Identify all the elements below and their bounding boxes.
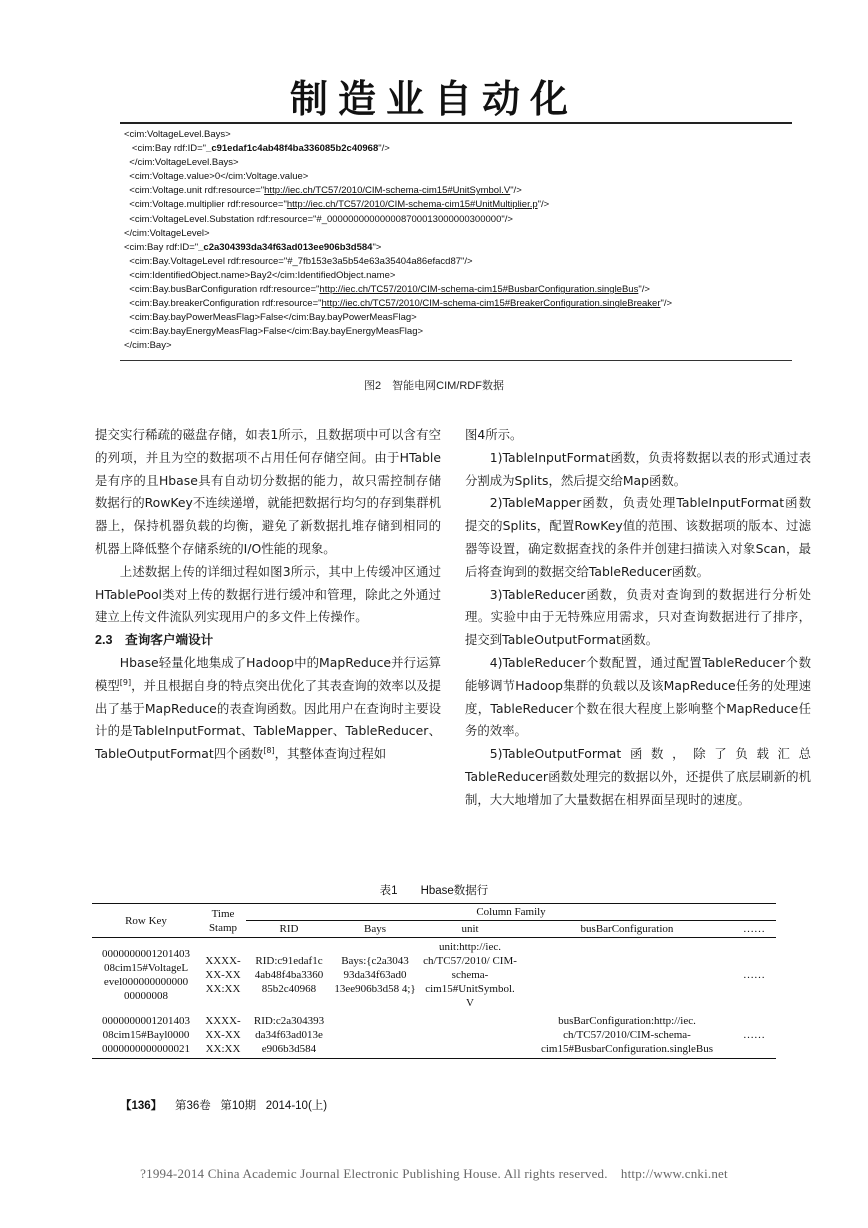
issue: 第10期 <box>220 1100 257 1112</box>
list-item: 5)TableOutputFormat函数，除了负载汇总TableReducer函数处理完的数据以外，还提供了底层刷新的机制，大大地增加了大量数据在相界面呈现时的速度。 <box>465 746 811 807</box>
col-header-row-key: Row Key <box>92 904 200 938</box>
journal-title: 制造业自动化 <box>289 76 578 121</box>
header-rule <box>120 122 792 124</box>
volume: 第36卷 <box>174 1100 211 1112</box>
col-header-column-family: Column Family <box>246 904 776 921</box>
code-line: <cim:IdentifiedObject.name>Bay2</cim:IdentifiedObject.name> <box>124 269 396 281</box>
page-number: 【136】 <box>120 1100 163 1112</box>
code-line: <cim:Bay.bayEnergyMeasFlag>False</cim:Bay.bayEnergyMeasFlag> <box>124 326 424 338</box>
col-header-more: …… <box>732 921 776 938</box>
code-line: </cim:Bay> <box>124 340 172 352</box>
citation-ref: [8] <box>263 746 275 756</box>
code-line: <cim:Bay rdf:ID="_c2a304393da34f63ad013ee906b3d584"> <box>124 241 382 253</box>
cell-time-stamp: XXXX- XX-XX XX:XX <box>205 955 241 995</box>
list-item: 3)TableReducer函数，负责对查询到的数据进行分析处理。实验中由于无特殊应用需求，只对查询数据进行了排序，提交到TableOutputFormat函数。 <box>465 586 811 648</box>
figure-cim-rdf-code <box>124 128 804 354</box>
col-header-bays: Bays <box>332 921 418 938</box>
list-item: 4)TableReducer个数配置，通过配置TableReducer个数能够调节Hadoop集群的负载以及该MapReduce任务的处理速度，TableReducer个数在很大程度上影响整个MapReduce任务的效率。 <box>465 654 811 739</box>
cell-row-key: 0000000001201403 08cim15#Bayl0000 0000000000000021 <box>92 1012 200 1059</box>
code-line: <cim:Bay rdf:ID="_c91edaf1c4ab48f4ba336085b2c40968"/> <box>124 143 390 155</box>
cell-bays <box>332 1012 418 1059</box>
col-header-time-stamp: Time Stamp <box>200 904 246 938</box>
paragraph: 提交实行稀疏的磁盘存储，如表1所示，且数据项中可以含有空的列项，并且为空的数据项不占用任何存储空间。由于HTable是有序的且Hbase具有自动切分数据的能力，故只需控制存储数据行的RowKey不连续递增，就能把数据行均匀的存到集群机器上，保持机器负载的均衡，避免了新数据扎堆存储到相同的机器上降低整个存储系统的I/O性能的现象。 <box>95 427 441 556</box>
code-line: <cim:Voltage.value>0</cim:Voltage.value> <box>124 171 309 183</box>
cell-bays: Bays:{c2a3043 93da34f63ad0 13ee906b3d58 4;} <box>334 955 416 995</box>
cell-unit <box>418 1012 522 1059</box>
code-line: <cim:Voltage.unit rdf:resource="http://iec.ch/TC57/2010/CIM-schema-cim15#UnitSymbol.V"/> <box>124 185 522 197</box>
cell-time-stamp: XXXX- XX-XX XX:XX <box>200 1012 246 1059</box>
paragraph: 图4所示。 <box>465 427 523 442</box>
table-caption: 表1 Hbase数据行 <box>379 885 489 897</box>
citation-ref: [9] <box>119 677 132 687</box>
code-line: <cim:Bay.bayPowerMeasFlag>False</cim:Bay.bayPowerMeasFlag> <box>124 312 417 324</box>
cell-more: …… <box>732 1012 776 1059</box>
list-item: 2)TableMapper函数，负责处理TableInputFormat函数提交的Splits，配置RowKey值的范围、该数据项的版本、过滤器等设置，确定数据查找的条件并创建扫描读入对象Scan，最后将查询到的数据交给TableReducer函数。 <box>465 495 811 579</box>
code-line: <cim:Voltage.multiplier rdf:resource="http://iec.ch/TC57/2010/CIM-schema-cim15#UnitMultiplier.p"/> <box>124 199 550 211</box>
cell-rid: RID:c2a304393 da34f63ad013e e906b3d584 <box>246 1012 332 1059</box>
col-header-rid: RID <box>246 921 332 938</box>
code-line: </cim:VoltageLevel.Bays> <box>124 157 239 169</box>
list-item: 1)TableInputFormat函数，负责将数据以表的形式通过表分割成为Splits，然后提交给Map函数。 <box>465 449 811 488</box>
issue-date: 2014-10(上) <box>265 1100 328 1112</box>
table-row <box>92 938 776 1013</box>
page-footer <box>120 1097 327 1113</box>
figure-caption: 图2 智能电网CIM/RDF数据 <box>364 380 504 392</box>
code-line: <cim:Bay.VoltageLevel rdf:resource="#_7fb153e3a5b54e63a35404a86efacd87"/> <box>124 255 473 267</box>
paragraph: Hbase轻量化地集成了Hadoop中的MapReduce并行运算模型[9]，并且根据自身的特点突出优化了其表查询的效率以及提出了基于MapReduce的表查询函数。因此用户在查询时主要设计的是TableInputFormat、TableMapper、TableReducer、TableOutputFormat四个函数[8]，其整体查询过程如 <box>95 654 442 762</box>
figure-rule <box>120 360 792 361</box>
code-line: <cim:Bay.busBarConfiguration rdf:resource="http://iec.ch/TC57/2010/CIM-schema-cim15#BusbarConfiguration.singleBus"/> <box>124 284 650 296</box>
code-line: <cim:Bay.breakerConfiguration rdf:resource="http://iec.ch/TC57/2010/CIM-schema-cim15#BreakerConfiguration.singleBreaker"/> <box>124 298 673 310</box>
col-header-busbar: busBarConfiguration <box>522 921 732 938</box>
copyright-watermark: ?1994-2014 China Academic Journal Electronic Publishing House. All rights reserved. http://www.cnki.net <box>140 1166 728 1181</box>
cell-rid: RID:c91edaf1c 4ab48f4ba3360 85b2c40968 <box>254 955 324 995</box>
cell-busbar: busBarConfiguration:http://iec. ch/TC57/2010/CIM-schema- cim15#BusbarConfiguration.singleBus <box>522 1012 732 1059</box>
section-heading: 2.3 查询客户端设计 <box>95 633 214 648</box>
code-line: <cim:VoltageLevel.Substation rdf:resource="#_000000000000008700013000000300000"/> <box>124 213 513 225</box>
cell-more: …… <box>743 969 765 981</box>
code-line: </cim:VoltageLevel> <box>124 227 210 239</box>
cell-row-key: 0000000001201403 08cim15#VoltageL evel000000000000 00000008 <box>102 948 190 1002</box>
cell-busbar <box>522 938 732 1013</box>
hbase-data-table <box>92 903 776 1059</box>
paragraph: 上述数据上传的详细过程如图3所示，其中上传缓冲区通过HTablePool类对上传的数据行进行缓冲和管理，除此之外通过建立上传文件流队列实现用户的多文件上传操作。 <box>95 563 441 625</box>
code-line: <cim:VoltageLevel.Bays> <box>124 129 231 140</box>
right-column <box>465 424 811 812</box>
left-column <box>95 424 441 766</box>
cell-unit: unit:http://iec. ch/TC57/2010/ CIM-schema- cim15#UnitSymbol. V <box>423 941 517 1009</box>
col-header-unit: unit <box>418 921 522 938</box>
table-row <box>92 1012 776 1059</box>
